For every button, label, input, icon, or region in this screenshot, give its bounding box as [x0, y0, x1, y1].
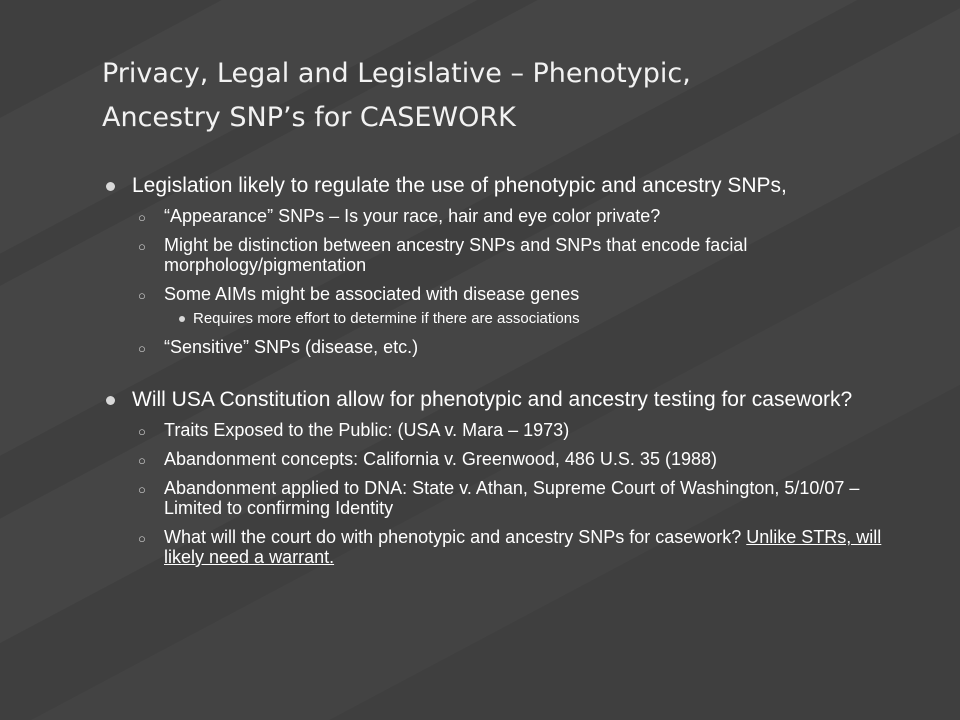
sub-bullet: [104, 337, 904, 357]
hollow-circle-icon: ○: [138, 341, 146, 356]
sub-sub-bullet-text: Requires more effort to determine if there are associations: [193, 310, 580, 327]
sub-bullet-text: Might be distinction between ancestry SNPs and SNPs that encode facial morphology/pigmentation: [164, 235, 748, 275]
slide-title-line-2: Ancestry SNP’s for CASEWORK: [102, 102, 516, 133]
hollow-circle-icon: ○: [138, 239, 146, 254]
sub-bullet-text: “Appearance” SNPs – Is your race, hair and eye color private?: [164, 206, 661, 226]
slide-body: [104, 174, 904, 567]
hollow-circle-icon: ○: [138, 424, 146, 439]
sub-bullet-text: Traits Exposed to the Public: (USA v. Mara – 1973): [164, 420, 570, 440]
sub-bullet-text: Some AIMs might be associated with disease genes: [164, 284, 580, 304]
bullet-text: Will USA Constitution allow for phenotypic and ancestry testing for casework?: [132, 388, 853, 411]
sub-bullet: [104, 206, 904, 226]
hollow-circle-icon: ○: [138, 482, 146, 497]
bullet-legislation: [104, 174, 904, 197]
sub-bullet: [104, 527, 904, 567]
sub-bullet: [104, 449, 904, 469]
sub-bullet-text: Abandonment concepts: California v. Greenwood, 486 U.S. 35 (1988): [164, 449, 717, 469]
hollow-circle-icon: ○: [138, 531, 146, 546]
hollow-circle-icon: ○: [138, 210, 146, 225]
bullet-text: Legislation likely to regulate the use of phenotypic and ancestry SNPs,: [132, 174, 787, 197]
sub-bullet: [104, 235, 904, 275]
hollow-circle-icon: ○: [138, 288, 146, 303]
sub-bullet: [104, 420, 904, 440]
hollow-circle-icon: ○: [138, 453, 146, 468]
bullet-dot-icon: [106, 396, 115, 405]
bullet-constitution: [104, 388, 904, 411]
sub-bullet-text: Abandonment applied to DNA: State v. Athan, Supreme Court of Washington, 5/10/07 – Limited to confirming Identity: [164, 478, 860, 518]
sub-bullet-text: What will the court do with phenotypic and ancestry SNPs for casework?: [164, 527, 747, 547]
bullet-dot-icon: [106, 182, 115, 191]
sub-sub-bullet: [104, 310, 904, 328]
underlined-warrant-text: Unlike STRs, will likely need a warrant.: [164, 527, 882, 567]
slide-title-line-1: Privacy, Legal and Legislative – Phenotypic,: [102, 58, 691, 89]
slide-title: [102, 52, 922, 140]
sub-bullet: [104, 478, 904, 518]
sub-bullet-text: “Sensitive” SNPs (disease, etc.): [164, 337, 419, 357]
sub-bullet: [104, 284, 904, 304]
bullet-dot-icon: [179, 316, 185, 322]
